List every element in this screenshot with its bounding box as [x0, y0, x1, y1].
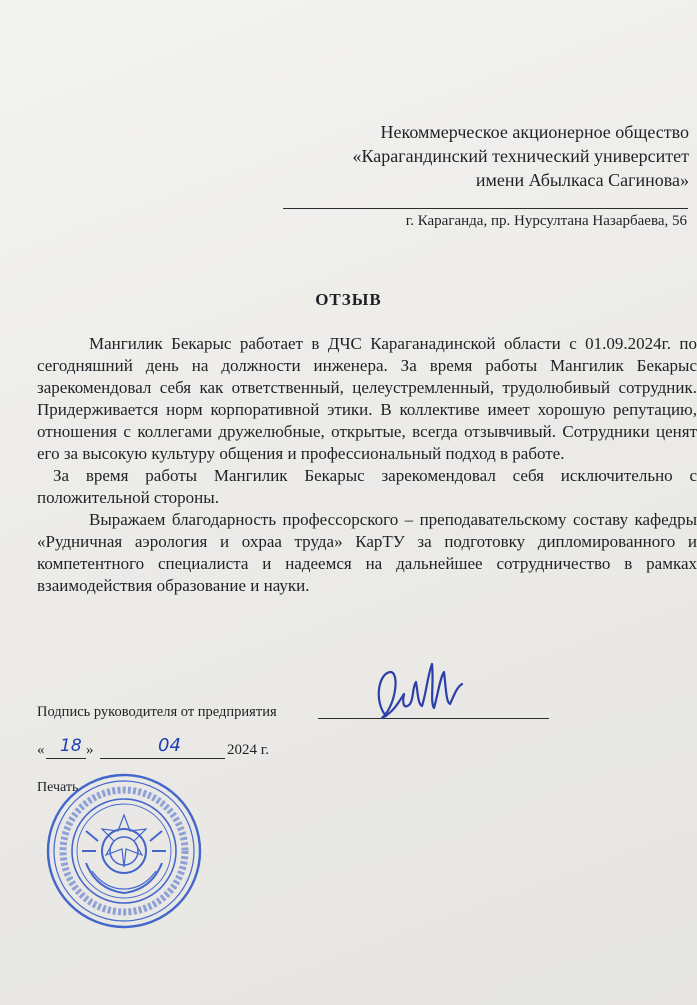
header-divider — [283, 208, 688, 209]
date-day: 18 — [60, 736, 82, 756]
official-stamp — [38, 771, 210, 931]
organization-header — [352, 120, 689, 192]
org-line-3: имени Абылкаса Сагинова» — [475, 170, 689, 190]
date-close-quote: » — [86, 742, 94, 758]
paragraph-1: Мангилик Бекарыс работает в ДЧС Караганадинской области с 01.09.2024г. по сегодняшний день на должности инженера. За время работы Мангилик Бекарыс зарекомендовал себя как ответственный, целеустремленный, трудолюбивый сотрудник. Придерживается норм корпоративной этики. В коллективе имеет хорошую репутацию, отношения с коллегами дружелюбные, открытые, всегда отзывчивый. Сотрудники ценят его за высокую культуру общения и профессиональный подход в работе. — [37, 334, 697, 463]
signature-label: Подпись руководителя от предприятия — [37, 704, 277, 720]
day-line — [46, 758, 86, 759]
date-row — [37, 742, 45, 759]
month-line — [100, 758, 225, 759]
handwritten-signature — [368, 654, 468, 734]
org-line-1: Некоммерческое акционерное общество — [380, 122, 689, 142]
stamp-label: Печать — [37, 780, 79, 795]
document-body — [37, 333, 697, 597]
paragraph-2: За время работы Мангилик Бекарыс зарекомендовал себя исключительно с положительной стороны. — [37, 466, 697, 507]
date-open-quote: « — [37, 742, 45, 758]
document-title: ОТЗЫВ — [315, 290, 382, 309]
date-year: 2024 г. — [227, 742, 269, 758]
org-line-2: «Карагандинский технический университет — [352, 146, 689, 166]
date-month: 04 — [158, 735, 181, 756]
org-address: г. Караганда, пр. Нурсултана Назарбаева, 56 — [405, 213, 687, 229]
paragraph-3: Выражаем благодарность профессорского – преподавательскому составу кафедры «Рудничная аэрология и охраа труда» КарТУ за подготовку дипломированного и компетентного специалиста и надеемся на дальнейшее сотрудничество в рамках взаимодействия образование и науки. — [37, 510, 697, 595]
